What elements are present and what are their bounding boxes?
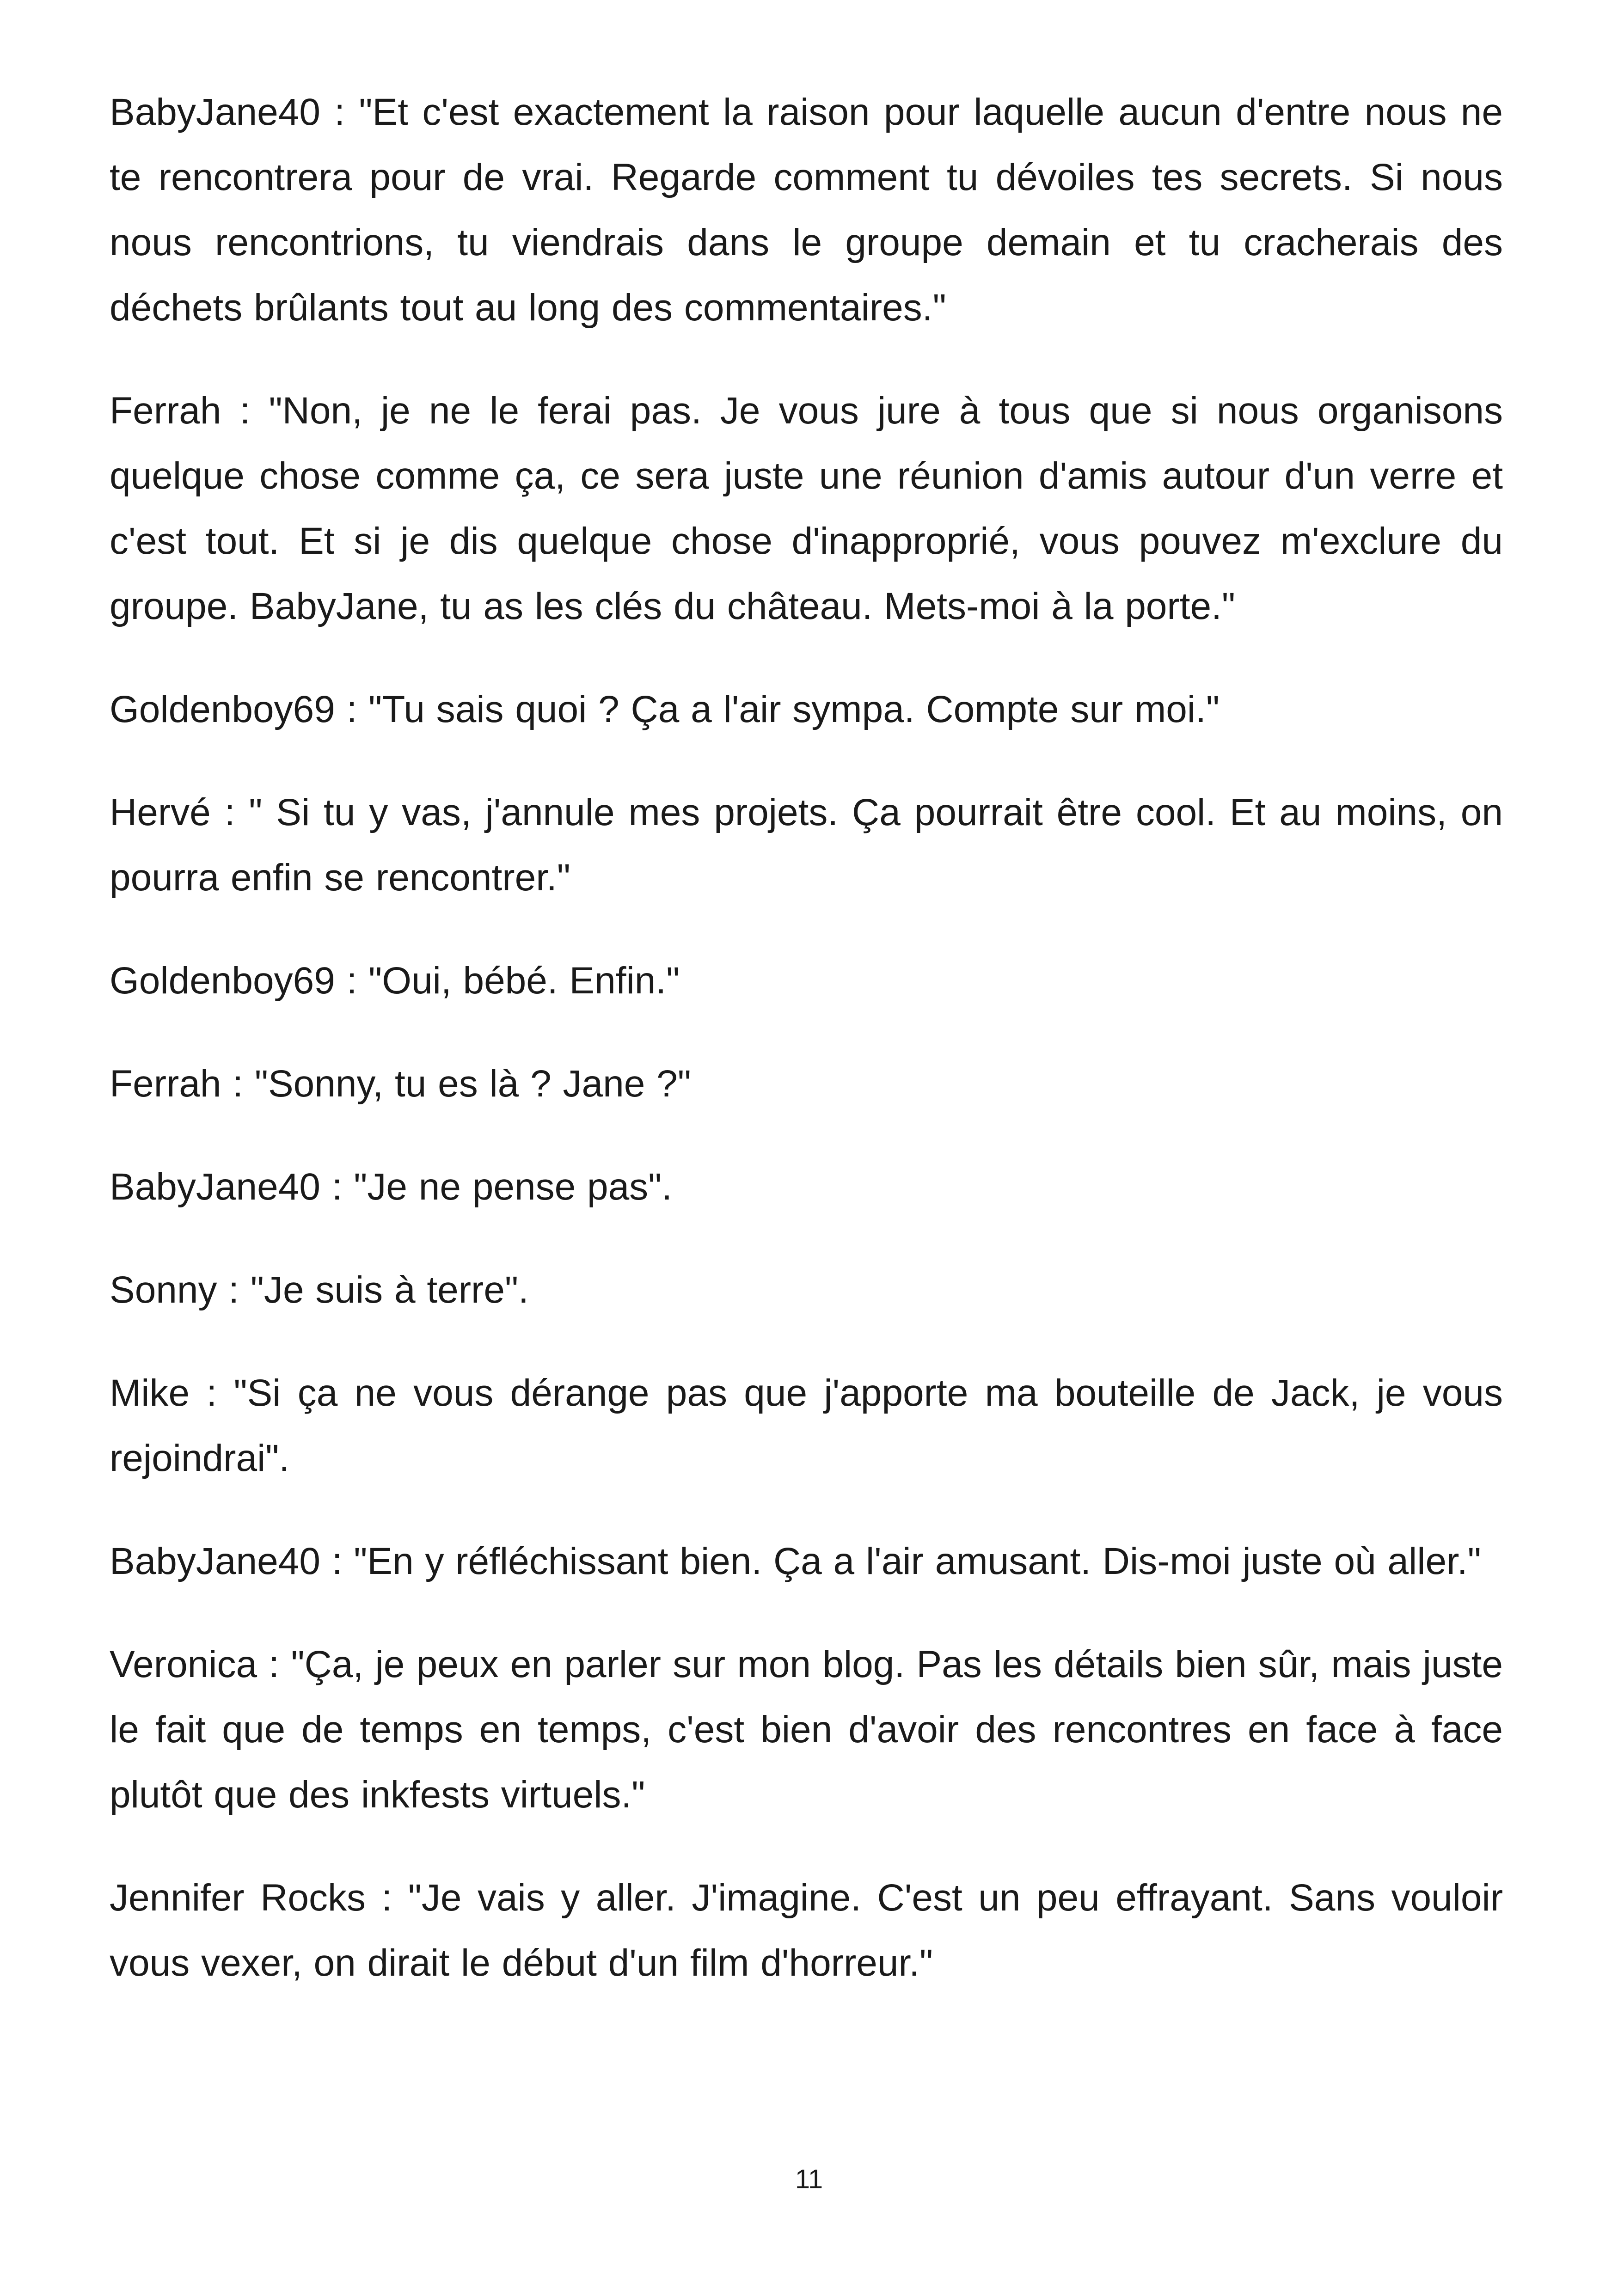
paragraph: Ferrah : "Non, je ne le ferai pas. Je vous jure à tous que si nous organisons quelque chose comme ça, ce sera juste une réunion d'amis autour d'un verre et c'est tout. Et si je dis quelque chose d'inapproprié, vous pouvez m'exclure du groupe. BabyJane, tu as les clés du château. Mets-moi à la porte." [110,390,1503,627]
paragraph: BabyJane40 : "En y réfléchissant bien. Ça a l'air amusant. Dis-moi juste où aller." [110,1540,1481,1582]
paragraph: Goldenboy69 : "Tu sais quoi ? Ça a l'air sympa. Compte sur moi." [110,688,1220,730]
paragraph: Goldenboy69 : "Oui, bébé. Enfin." [110,960,680,1002]
paragraph: Jennifer Rocks : "Je vais y aller. J'imagine. C'est un peu effrayant. Sans vouloir vous vexer, on dirait le début d'un film d'horreur." [110,1877,1503,1984]
paragraph: Hervé : " Si tu y vas, j'annule mes projets. Ça pourrait être cool. Et au moins, on pourra enfin se rencontrer." [110,791,1503,899]
page-number: 11 [795,2164,823,2194]
page-body [110,80,1503,2033]
paragraph: Mike : "Si ça ne vous dérange pas que j'apporte ma bouteille de Jack, je vous rejoindrai". [110,1372,1503,1479]
paragraph: Veronica : "Ça, je peux en parler sur mon blog. Pas les détails bien sûr, mais juste le fait que de temps en temps, c'est bien d'avoir des rencontres en face à face plutôt que des inkfests virtuels." [110,1643,1503,1816]
paragraph: BabyJane40 : "Et c'est exactement la raison pour laquelle aucun d'entre nous ne te rencontrera pour de vrai. Regarde comment tu dévoiles tes secrets. Si nous nous rencontrions, tu viendrais dans le groupe demain et tu cracherais des déchets brûlants tout au long des commentaires." [110,91,1503,329]
paragraph: BabyJane40 : "Je ne pense pas". [110,1166,673,1208]
paragraph: Ferrah : "Sonny, tu es là ? Jane ?" [110,1063,691,1105]
paragraph: Sonny : "Je suis à terre". [110,1269,529,1311]
